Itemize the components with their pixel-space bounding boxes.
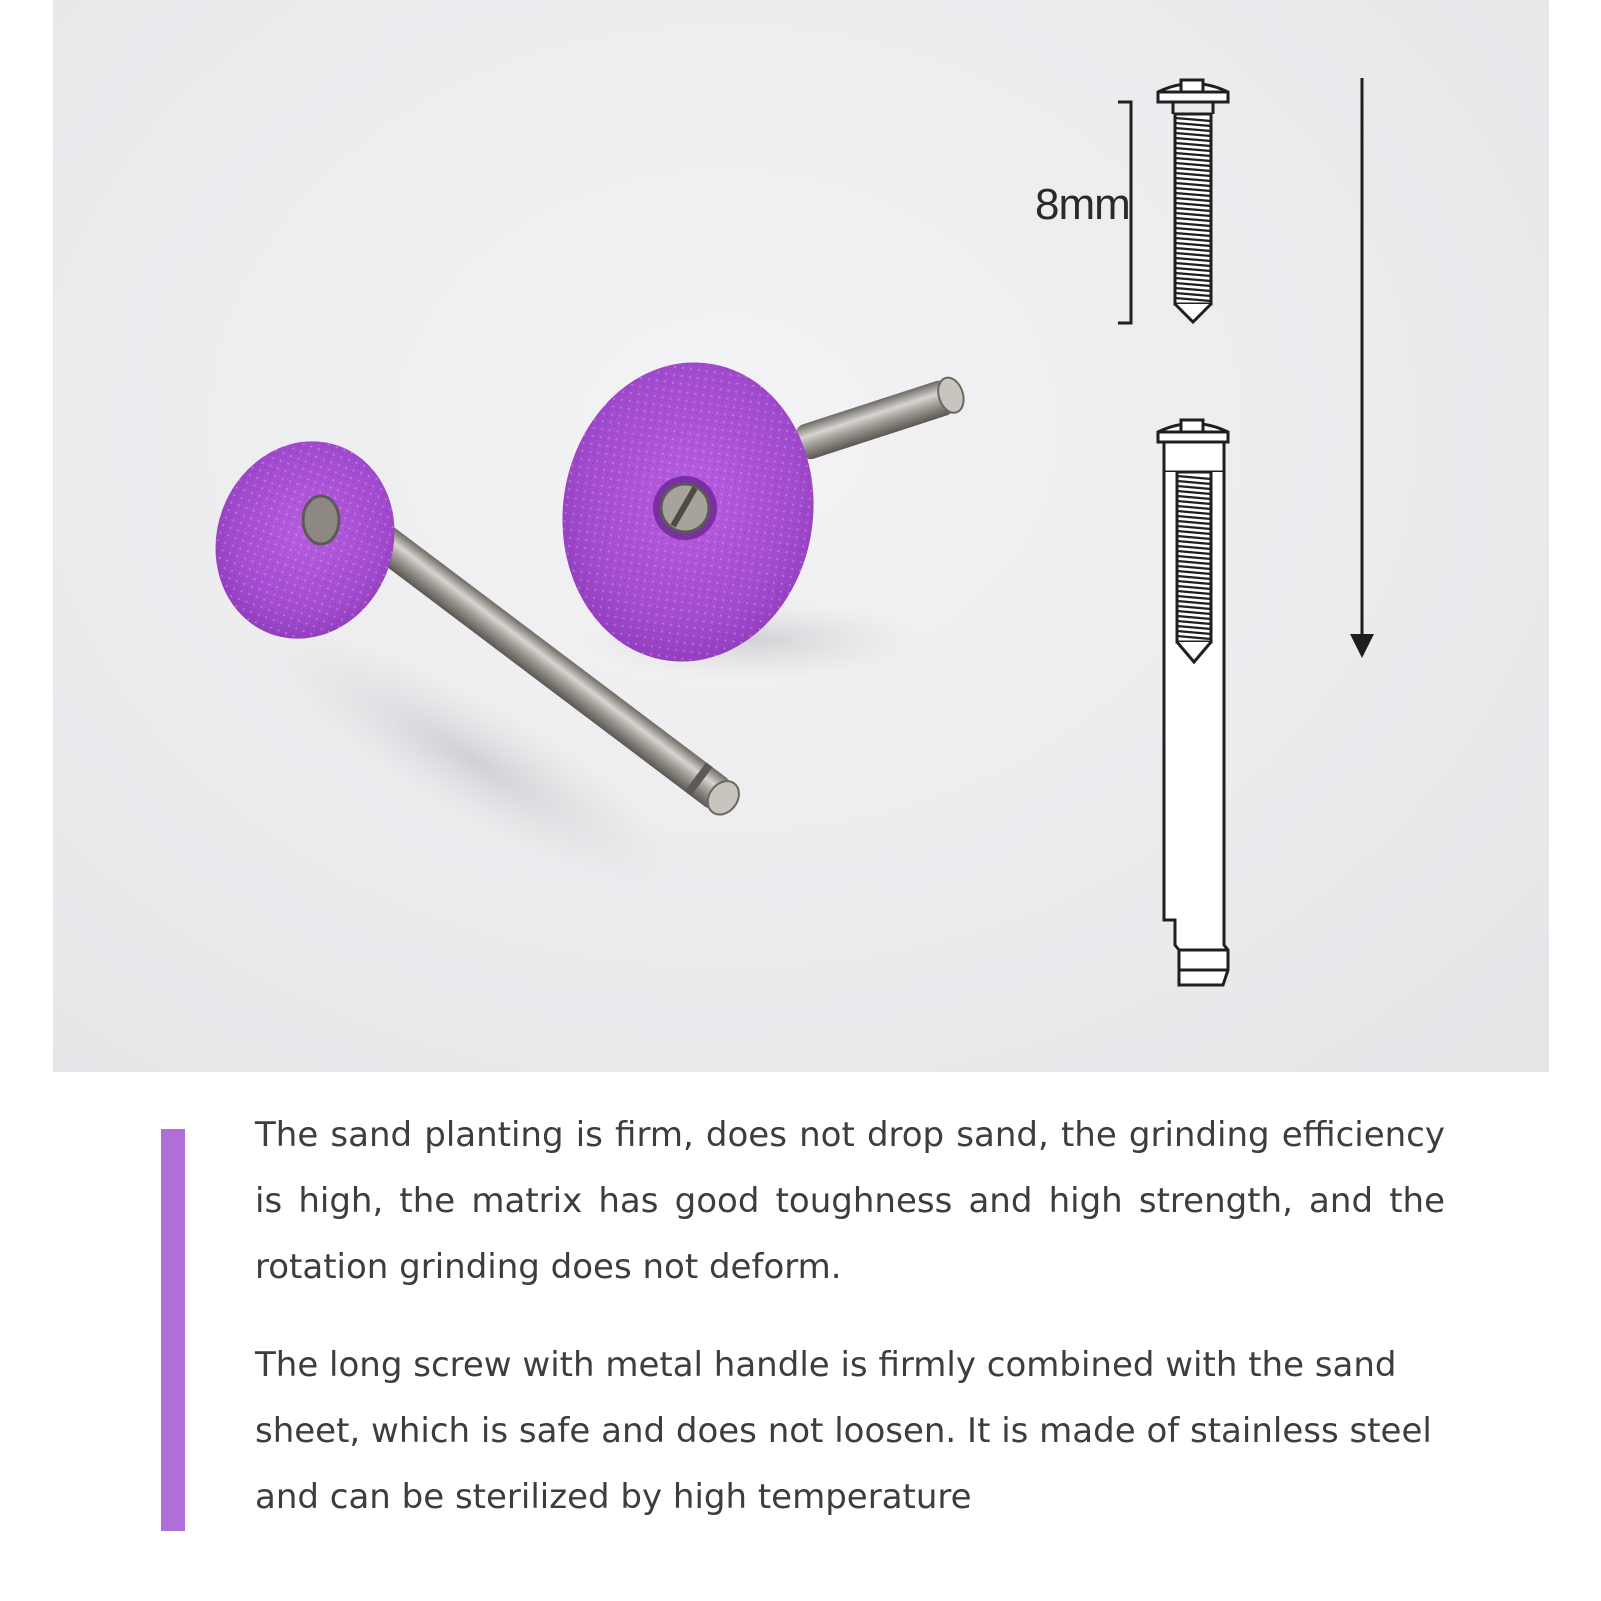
accent-bar xyxy=(161,1129,185,1531)
description-paragraph-2: The long screw with metal handle is firmly combined with the sand sheet, which is safe and does not loosen. It is made of stainless steel and can be sterilized by high temperature xyxy=(255,1345,1432,1517)
description-section xyxy=(0,1072,1601,1601)
screw-holder-diagram-icon xyxy=(1158,420,1228,985)
arrow-down-icon xyxy=(1350,78,1374,658)
sanding-disc-icon xyxy=(188,416,422,664)
screw-diagram-icon xyxy=(1118,80,1228,323)
dimension-label: 8mm xyxy=(1035,180,1130,229)
product-photo-panel xyxy=(53,0,1549,1072)
description-paragraph-1: The sand planting is firm, does not drop sand, the grinding efficiency is high, the matrix has good toughness and high strength, and the rotation grinding does not deform. xyxy=(255,1115,1445,1287)
product-illustration xyxy=(53,0,1549,1072)
